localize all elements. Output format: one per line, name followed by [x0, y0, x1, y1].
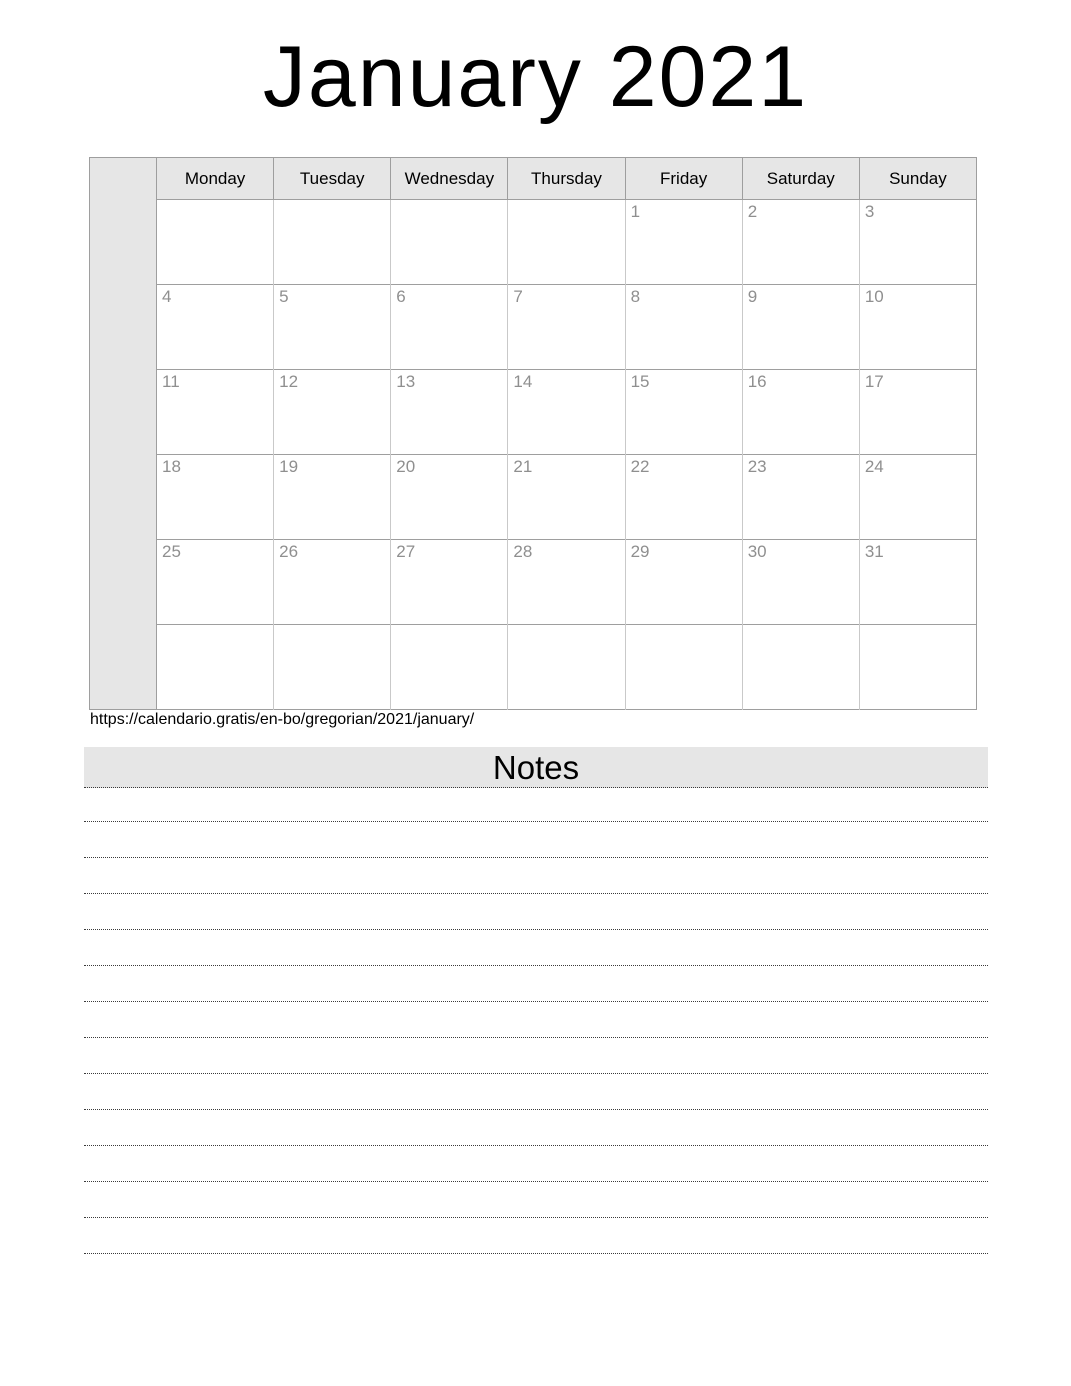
day-cell-18: 18	[157, 455, 274, 540]
weekday-header-monday: Monday	[157, 158, 274, 200]
day-cell-empty	[508, 200, 625, 285]
week-number-column	[90, 158, 157, 710]
weekday-header-wednesday: Wednesday	[391, 158, 508, 200]
day-cell-9: 9	[742, 285, 859, 370]
note-line	[84, 1038, 988, 1074]
day-cell-3: 3	[859, 200, 976, 285]
day-cell-23: 23	[742, 455, 859, 540]
day-cell-empty	[157, 200, 274, 285]
day-cell-19: 19	[274, 455, 391, 540]
weekday-header-sunday: Sunday	[859, 158, 976, 200]
day-cell-empty	[274, 200, 391, 285]
day-cell-30: 30	[742, 540, 859, 625]
note-line	[84, 1110, 988, 1146]
calendar-table-body	[90, 158, 977, 710]
day-cell-26: 26	[274, 540, 391, 625]
day-cell-31: 31	[859, 540, 976, 625]
weekday-header-tuesday: Tuesday	[274, 158, 391, 200]
notes-section-header: Notes	[84, 747, 988, 788]
notes-ruled-lines	[84, 786, 988, 1254]
note-line	[84, 786, 988, 822]
day-cell-24: 24	[859, 455, 976, 540]
day-cell-28: 28	[508, 540, 625, 625]
day-cell-5: 5	[274, 285, 391, 370]
note-line	[84, 858, 988, 894]
day-cell-empty	[508, 625, 625, 710]
note-line	[84, 894, 988, 930]
note-line	[84, 1218, 988, 1254]
day-cell-empty	[157, 625, 274, 710]
day-cell-7: 7	[508, 285, 625, 370]
calendar-week-row	[90, 200, 977, 285]
note-line	[84, 966, 988, 1002]
note-line	[84, 1182, 988, 1218]
calendar-week-row	[90, 540, 977, 625]
weekday-header-thursday: Thursday	[508, 158, 625, 200]
calendar-week-row	[90, 285, 977, 370]
day-cell-20: 20	[391, 455, 508, 540]
day-cell-empty	[742, 625, 859, 710]
day-cell-27: 27	[391, 540, 508, 625]
day-cell-4: 4	[157, 285, 274, 370]
day-cell-empty	[859, 625, 976, 710]
day-cell-empty	[391, 200, 508, 285]
day-cell-10: 10	[859, 285, 976, 370]
calendar-week-row	[90, 455, 977, 540]
calendar-week-row	[90, 625, 977, 710]
day-cell-29: 29	[625, 540, 742, 625]
note-line	[84, 822, 988, 858]
day-cell-12: 12	[274, 370, 391, 455]
day-cell-1: 1	[625, 200, 742, 285]
note-line	[84, 1002, 988, 1038]
weekday-header-friday: Friday	[625, 158, 742, 200]
day-cell-8: 8	[625, 285, 742, 370]
day-cell-25: 25	[157, 540, 274, 625]
page-title: January 2021	[262, 29, 809, 125]
day-cell-empty	[625, 625, 742, 710]
day-cell-13: 13	[391, 370, 508, 455]
weekday-header-saturday: Saturday	[742, 158, 859, 200]
calendar-table	[89, 157, 977, 710]
day-cell-17: 17	[859, 370, 976, 455]
day-cell-empty	[391, 625, 508, 710]
calendar-week-row	[90, 370, 977, 455]
day-cell-15: 15	[625, 370, 742, 455]
day-cell-16: 16	[742, 370, 859, 455]
note-line	[84, 1074, 988, 1110]
note-line	[84, 930, 988, 966]
day-cell-empty	[274, 625, 391, 710]
day-cell-6: 6	[391, 285, 508, 370]
source-url-text: https://calendario.gratis/en-bo/gregorian/2021/january/	[90, 711, 475, 728]
day-cell-22: 22	[625, 455, 742, 540]
day-cell-11: 11	[157, 370, 274, 455]
note-line	[84, 1146, 988, 1182]
day-cell-14: 14	[508, 370, 625, 455]
day-cell-21: 21	[508, 455, 625, 540]
day-cell-2: 2	[742, 200, 859, 285]
